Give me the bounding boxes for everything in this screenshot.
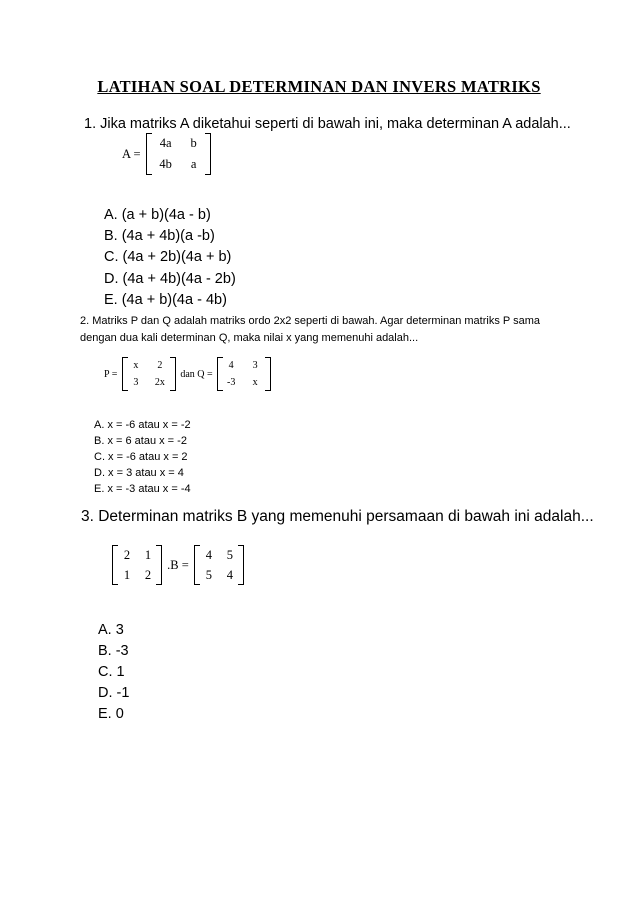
option-c: C. 1 [98,664,125,680]
option-b: B. x = 6 atau x = -2 [94,435,187,447]
matrix-cell: 4a [159,136,172,150]
question-1-matrix-equation [120,133,211,175]
matrix-a-label: A = [122,146,141,161]
question-3-matrix-equation [112,545,244,585]
option-a: A. 3 [98,622,124,638]
option-b: B. -3 [98,643,129,659]
matrix-cell: 1 [123,568,131,582]
coefficient-matrix [112,545,162,585]
matrix-cell: x [133,360,139,371]
matrix-cell: x [252,377,258,388]
option-a: A. x = -6 atau x = -2 [94,419,191,431]
matrix-cell: b [190,136,197,150]
matrix-cell: a [190,157,197,171]
question-2-options [94,417,191,497]
option-d: D. -1 [98,685,130,701]
question-1-options [104,205,236,311]
matrix-q-label: dan Q = [180,368,213,380]
option-e: E. (4a + b)(4a - 4b) [104,291,227,308]
matrix-q [217,357,271,391]
question-2-matrix-equation [102,357,271,391]
option-c: C. (4a + 2b)(4a + b) [104,249,232,266]
matrix-cell: 5 [205,568,213,582]
matrix-cell: 2 [157,360,163,371]
matrix-cell: 2 [123,548,131,562]
matrix-p-label: P = [104,368,118,380]
option-b: B. (4a + 4b)(a -b) [104,228,215,245]
question-3-options [98,620,129,725]
option-d: D. x = 3 atau x = 4 [94,467,184,479]
question-1-text: 1. Jika matriks A diketahui seperti di bawah ini, maka determinan A adalah... [84,116,571,132]
matrix-cell: 3 [252,360,258,371]
page-title: LATIHAN SOAL DETERMINAN DAN INVERS MATRIKS [97,77,541,96]
option-c: C. x = -6 atau x = 2 [94,451,188,463]
matrix-cell: 4b [159,157,172,171]
matrix-b-label: .B = [167,557,189,572]
matrix-p [122,357,176,391]
matrix-cell: 5 [226,548,234,562]
question-2-text: 2. Matriks P dan Q adalah matriks ordo 2x2 seperti di bawah. Agar determinan matriks P sama dengan dua kali determinan Q, maka nilai x yang memenuhi adalah... [80,315,540,344]
option-e: E. 0 [98,706,124,722]
matrix-cell: 2 [144,568,152,582]
option-e: E. x = -3 atau x = -4 [94,483,191,495]
matrix-cell: 2x [154,377,165,388]
matrix-cell: 3 [133,377,139,388]
matrix-cell: 1 [144,548,152,562]
result-matrix [194,545,244,585]
matrix-a [146,133,211,175]
option-a: A. (a + b)(4a - b) [104,207,211,223]
matrix-cell: 4 [228,360,234,371]
matrix-cell: -3 [226,377,236,388]
question-3-text: 3. Determinan matriks B yang memenuhi persamaan di bawah ini adalah... [81,508,594,525]
matrix-cell: 4 [205,548,213,562]
matrix-cell: 4 [226,568,234,582]
option-d: D. (4a + 4b)(4a - 2b) [104,270,236,287]
